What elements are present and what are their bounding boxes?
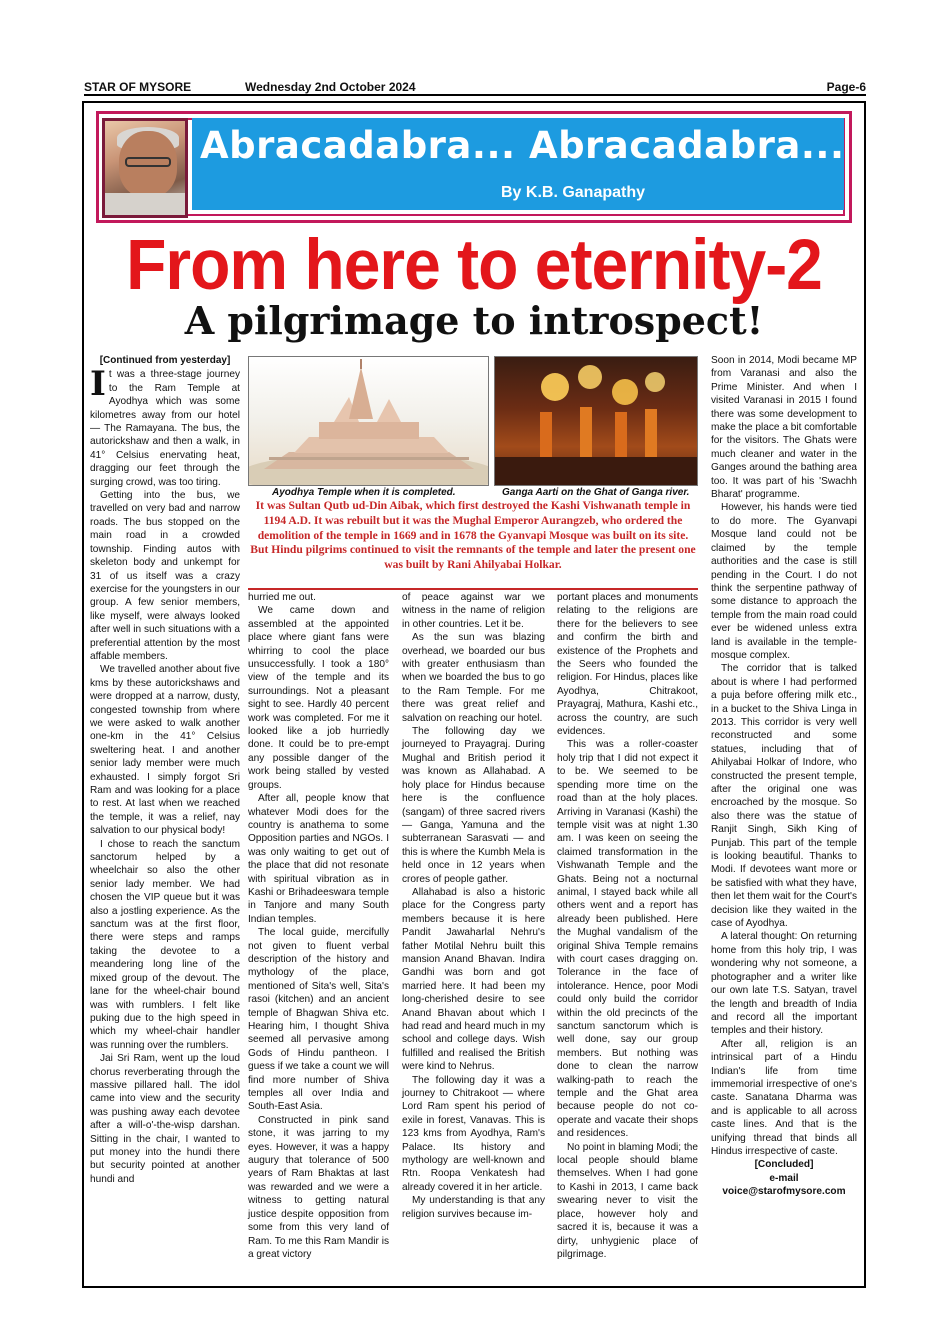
- article-column-5: [711, 354, 857, 1199]
- paragraph-text: t was a three-stage journey to the Ram Temple at Ayodhya which was some kilometres away from our hotel — The Ramayana. The bus, the autorickshaw and then a walk, in 41° Celsius enervating heat, dragging our feet through the surging crowd, was too tiring.: [90, 369, 240, 488]
- pull-quote: It was Sultan Qutb ud-Din Aibak, which first destroyed the Kashi Vishwanath temple in 1194 A.D. It was rebuilt but it was the Mughal Emperor Aurangzeb, who ordered the demolition of the temple in 1669 and in 1678 the Gyanvapi Mosque was built on its site. But Hindu pilgrims continued to visit the remnants of the temple and later the present one was built by Rani Ahilyabai Holkar.: [250, 499, 696, 572]
- pull-quote-rule: [248, 588, 698, 590]
- paragraph: The following day we journeyed to Prayagraj. During Mughal and British period it was known as Allahabad. A holy place for Hindus because here is the confluence (sangam) of three sacred rivers — Ganga, Yamuna and the subterranean Sarasvati — and this is where the Kumbh Mela is held once in 12 years when crores of people gather.: [402, 726, 545, 885]
- byline: By K.B. Ganapathy: [500, 184, 646, 201]
- photo1-caption: Ayodhya Temple when it is completed.: [272, 487, 456, 498]
- paragraph: We came down and assembled at the appointed place where giant fans were whirring to cool the place unsuccessfully. I took a 180° view of the temple and its surroundings. Not a pleasant sight to see. Hardly 40 percent work was completed. For me it looked like a job hurriedly done. It could be to pre-empt any possible danger of the work being stalled by vested groups.: [248, 605, 389, 791]
- email-label: e-mail: [769, 1172, 799, 1184]
- paragraph: No point in blaming Modi; the local people should blame themselves. When I had gone to Kashi in 2013, I came back swearing never to visit the place, however holy and sacred it is, because it was a dirty, unhygienic place of pilgrimage.: [557, 1141, 698, 1260]
- issue-date: Wednesday 2nd October 2024: [245, 80, 416, 94]
- paragraph: The local guide, mercifully not given to fluent verbal description of the history and mythology of the place, mentioned of Sita's well, Sita's rasoi (kitchen) and an ancient temple of Bhagwan Shiva etc. Hearing him, I thought Shiva seemed all pervasive among Gods of Hindu pantheon. I guess if we take a count we will find more number of Shiva temples all over India and South-East Asia.: [248, 927, 389, 1113]
- ganga-aarti-photo: [494, 356, 698, 486]
- paragraph: Soon in 2014, Modi became MP from Varanasi and also the Prime Minister. And when I visited Varanasi in 2015 I found there was some development to make the place a bit comfortable for the visitors. The Ghats were much cleaner and water in the Ganges around the bathing area too. It was part of his 'Swachh Bharat' programme.: [711, 355, 857, 501]
- article-column-4: [557, 591, 698, 1261]
- photo2-caption: Ganga Aarti on the Ghat of Ganga river.: [502, 487, 690, 498]
- paragraph: A lateral thought: On returning home from this holy trip, I was wondering why not someone, a photographer and a writer like our own late T.S. Satyan, travel the length and breadth of India and record all the important temples and their history.: [711, 931, 857, 1037]
- paragraph: portant places and monuments relating to the religions are there for the believers to see and confirm the birth and existence of the Prophets and the Seers who founded the religion. For Hindus, places like Ayodhya, Chitrakoot, Prayagraj, Mathura, Kashi etc., across the country, are such evidences.: [557, 592, 698, 738]
- paragraph: We travelled another about five kms by these autorickshaws and were dropped at a narrow, dusty, congested township from where we were asked to walk another one-km in the 41° Celsius sweltering heat. I and another senior lady member were much exhausted. I simply forgot Sri Ram and was looking for a place to rest. At last when we reached the temple, it was a relief, nay salvation to our physical body!: [90, 664, 240, 837]
- paper-name: STAR OF MYSORE: [84, 80, 192, 94]
- drop-cap: I: [90, 364, 106, 405]
- paragraph: Getting into the bus, we travelled on very bad and narrow roads. The bus stopped on the main road in a crowded township. Finding autos with skeleton body and unkempt for 31 of us itself was a crazy exercise for the youngsters in our group. A few senior members, like myself, were always looked after well in such situations with a preferential attention by the most affable members.: [90, 490, 240, 662]
- article-column-3: [402, 591, 545, 1221]
- paragraph: After all, people know that whatever Modi does for the country is anathema to some Opposition parties and NGOs. I was only waiting to get out of the place that did not resonate with spiritual vibration as in Kashi or Brihadeeswara temple in Tanjore and many South Indian temples.: [248, 793, 389, 925]
- paragraph: My understanding is that any religion survives because im-: [402, 1195, 545, 1220]
- paragraph: [90, 364, 240, 489]
- continued-note: [Continued from yesterday]: [99, 355, 231, 366]
- paragraph: Allahabad is also a historic place for the Congress party members because it is here Pandit Jawaharlal Nehru's father Motilal Nehru built this mansion Anand Bhavan. Indira Gandhi was born and got married here. It had been my long-cherished desire to see Anand Bhavan about which I had read and heard much in my school and college days. Wish fulfilled and realised the British were kind to Nehrus.: [402, 886, 545, 1073]
- column-title: Abracadabra... Abracadabra...: [200, 124, 845, 167]
- ayodhya-temple-photo: [248, 356, 489, 486]
- paragraph: hurried me out.: [248, 592, 316, 603]
- paragraph: The following day it was a journey to Chitrakoot — where Lord Ram spent his period of exile in forest, Vanavas. This is 123 kms from Ayodhya, Ram's Palace. Its history and mythology are well-known and Rtn. Roopa Venkatesh had already covered it in her article.: [402, 1074, 545, 1193]
- paragraph: However, his hands were tied to do more. The Gyanvapi Mosque land could not be claimed by the temple authorities and the case is still pending in the Court. I do not think the serpentine pathway of some distance to approach the temple from the main road could ever be widened unless extra land is available in the temple-mosque complex.: [711, 502, 857, 661]
- subheadline: A pilgrimage to introspect!: [184, 298, 764, 343]
- paragraph: of peace against war we witness in the name of religion in other countries. Let it be.: [402, 592, 545, 630]
- paragraph: Constructed in pink sand stone, it was jarring to my eyes. However, it was a happy augury that tolerance of 500 years of Ram Bhaktas at last was rewarded and we were a witness to getting natural justice despite opposition from some from this very land of Ram. To me this Ram Mandir is a great victory: [248, 1114, 389, 1260]
- page-header: [84, 80, 866, 96]
- article-column-2: [248, 591, 389, 1261]
- paragraph: I chose to reach the sanctum sanctorum helped by a wheelchair so also the other senior lady member. We had chosen the VIP queue but it was also a jostling experience. As the sanctum was at the first floor, there were steps and ramps taking the devotee to a meandering long line of the mixed group of the devout. The lane for the wheel-chair bound was with rumblers. I felt like puking due to the high speed in which my wheel-chair handler was running over the rumblers.: [90, 838, 240, 1051]
- email-address[interactable]: voice@starofmysore.com: [722, 1186, 846, 1198]
- headline: From here to eternity-2: [126, 224, 822, 304]
- paragraph: This was a roller-coaster holy trip that I did not expect it to be. We seemed to be spending more time on the road than at the holy places. Arriving in Varanasi (Kashi) the temple visit was at night 1.30 am. I was keen on seeing the claimed transformation in the Vishwanath Temple and the Ghats. Being not a nocturnal animal, I stayed back while all others went and a report has already been published. Here the Mughal vandalism of the original Shiva Temple remains with court cases dragging on. Tolerance in the face of intolerance. Hence, poor Modi could only build the corridor within the old precincts of the sanctum sanctorum which is well done, say our group members. But nothing was done to clean the narrow walking-path to reach the temple and the Ghat area because people do not co-operate and vacate their shops and residences.: [557, 739, 698, 1140]
- article-column-1: [90, 354, 240, 1186]
- paragraph: Jai Sri Ram, went up the loud chorus reverberating through the massive pillared hall. The idol came into view and the security was pushing away each devotee after a will-o'-the-wisp darshan. Sitting in the chair, I wanted to put money into the hundi there but security pointed at another hundi and: [90, 1053, 240, 1185]
- paragraph: As the sun was blazing overhead, we boarded our bus with greater enthusiasm than when we boarded the bus to go to the Ram Temple. For me there was great relief and salvation on reaching our hotel.: [402, 632, 545, 724]
- author-photo: [102, 118, 188, 218]
- paragraph: The corridor that is talked about is where I had performed a puja before offering milk etc., in a bucket to the Shiva Linga in 2013. This corridor is very well reconstructed and some statues, including that of Ahilyabai Holkar of Indore, who constructed the present temple, after the original one was encroached by the mosque. So also there was the statue of Ranjit Singh, Sikh King of Punjab. This part of the temple is looking beautiful. Thanks to Modi. If devotees want more or be satisfied with what they have, then let them wait for the Court's decision like they waited in the case of Ayodhya.: [711, 663, 857, 930]
- page-number: Page-6: [826, 80, 866, 94]
- concluded-note: [Concluded]: [754, 1159, 814, 1171]
- paragraph: After all, religion is an intrinsical part of a Hindu Indian's life from time immemorial irrespective of one's caste. Sanatana Dharma was and is applicable to all across caste lines. And that is the unifying thread that binds all Hindus irrespective of caste.: [711, 1038, 857, 1157]
